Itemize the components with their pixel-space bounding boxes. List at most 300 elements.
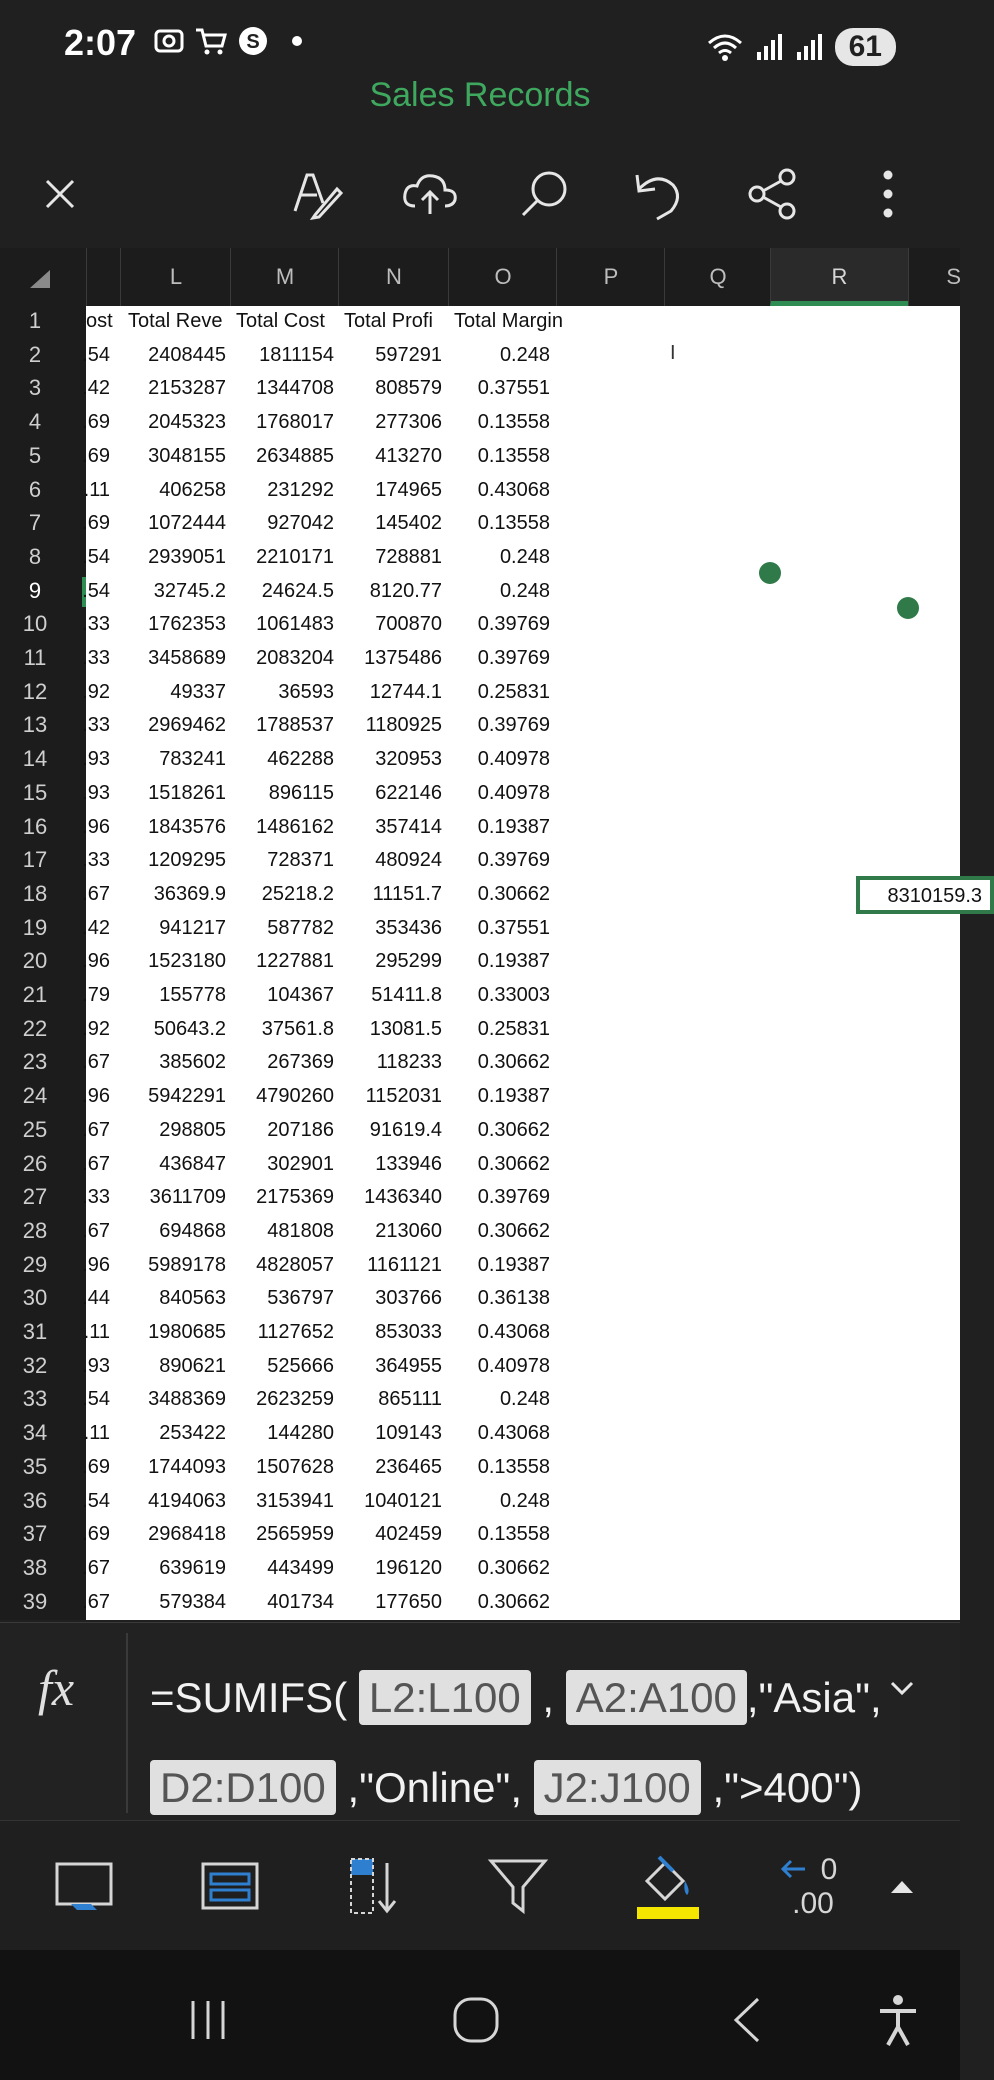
cell-total-margin[interactable]: 0.30662 xyxy=(477,882,550,905)
cell-total-margin[interactable]: 0.13558 xyxy=(477,411,550,434)
cell-total-margin[interactable]: 0.39769 xyxy=(477,647,550,669)
cell-k[interactable]: .54 xyxy=(82,1388,110,1411)
row-header[interactable]: 35 xyxy=(22,1453,48,1479)
cell-total-cost[interactable]: 2565959 xyxy=(256,1523,334,1546)
cell-k[interactable]: .33 xyxy=(82,613,110,636)
cell-total-cost[interactable]: 231292 xyxy=(267,478,334,501)
cell-total-revenue[interactable]: 50643.2 xyxy=(153,1017,226,1040)
cell-total-profit[interactable]: 1040121 xyxy=(364,1489,442,1512)
row-header[interactable]: 8 xyxy=(28,543,42,569)
cell-total-revenue[interactable]: 579384 xyxy=(159,1590,226,1613)
cell-total-cost[interactable]: 2210171 xyxy=(256,545,334,568)
accessibility-button[interactable] xyxy=(868,1990,928,2050)
cell-k[interactable]: .42 xyxy=(82,916,110,939)
cell-k[interactable]: .54 xyxy=(82,579,110,602)
cell-total-revenue[interactable]: 1762353 xyxy=(148,613,226,636)
shopping-cart-icon xyxy=(194,26,228,56)
cell-total-cost[interactable]: 3153941 xyxy=(256,1489,334,1512)
cell-total-margin[interactable]: 0.30662 xyxy=(477,1051,550,1074)
cell-total-revenue[interactable]: 49337 xyxy=(170,680,226,703)
cell-total-margin[interactable]: 0.19387 xyxy=(477,1085,550,1108)
row-header[interactable]: 15 xyxy=(22,779,48,805)
selected-cell-r9[interactable]: 8310159.3 xyxy=(856,876,994,914)
column-header-r[interactable]: R xyxy=(770,248,908,306)
cell-total-profit[interactable]: 622146 xyxy=(375,781,442,804)
row-header[interactable]: 37 xyxy=(22,1521,48,1547)
row-header[interactable]: 24 xyxy=(22,1083,48,1109)
formula-divider xyxy=(126,1633,128,1813)
cell-total-revenue[interactable]: 5989178 xyxy=(148,1253,226,1276)
cell-k[interactable]: .54 xyxy=(82,545,110,568)
row-header[interactable]: 10 xyxy=(22,611,48,637)
cell-total-revenue[interactable]: 406258 xyxy=(159,478,226,501)
cell-total-cost[interactable]: 2175369 xyxy=(256,1186,334,1209)
column-header-p[interactable]: P xyxy=(556,248,665,306)
cell-total-profit[interactable]: 91619.4 xyxy=(369,1118,442,1141)
cell-total-profit[interactable]: 700870 xyxy=(375,613,442,636)
cell-total-margin[interactable]: 0.36138 xyxy=(477,1287,550,1310)
recent-apps-icon xyxy=(185,1997,231,2043)
cell-k[interactable]: .54 xyxy=(82,343,110,366)
cell-total-profit[interactable]: 109143 xyxy=(375,1422,442,1445)
cell-total-revenue[interactable]: 1744093 xyxy=(148,1455,226,1478)
cell-k[interactable]: .93 xyxy=(82,1354,110,1377)
cell-total-cost[interactable]: 1061483 xyxy=(256,613,334,636)
formula-criteria: ,">400") xyxy=(712,1764,863,1811)
row-header[interactable]: 3 xyxy=(28,375,42,401)
app-s-icon xyxy=(236,26,270,56)
row-header[interactable]: 11 xyxy=(23,645,47,670)
cell-total-margin[interactable]: 0.13558 xyxy=(477,1455,550,1478)
cell-total-margin[interactable]: 0.19387 xyxy=(477,815,550,838)
cell-k[interactable]: .96 xyxy=(82,1253,110,1276)
row-header[interactable]: 16 xyxy=(22,813,48,839)
cell-total-margin[interactable]: 0.37551 xyxy=(477,916,550,939)
cell-total-revenue[interactable]: 2968418 xyxy=(148,1523,226,1546)
cell-total-cost[interactable]: 104367 xyxy=(267,984,334,1006)
cell-total-cost[interactable]: 728371 xyxy=(267,849,334,872)
cell-total-cost[interactable]: 525666 xyxy=(267,1354,334,1377)
cell-total-margin[interactable]: 0.30662 xyxy=(477,1219,550,1242)
cell-total-margin[interactable]: 0.30662 xyxy=(477,1556,550,1579)
cell-k[interactable]: .33 xyxy=(82,1186,110,1209)
cell-total-margin[interactable]: 0.248 xyxy=(499,579,550,602)
cell-total-cost[interactable]: 1486162 xyxy=(256,815,334,838)
home-button[interactable] xyxy=(446,1990,506,2050)
sort-icon xyxy=(341,1853,407,1919)
cell-k[interactable]: .54 xyxy=(82,1489,110,1512)
cell-total-margin[interactable]: 0.39769 xyxy=(477,714,550,737)
cell-total-cost[interactable]: 37561.8 xyxy=(261,1017,334,1040)
cell-k[interactable]: .33 xyxy=(82,714,110,737)
row-header[interactable]: 30 xyxy=(22,1285,48,1311)
cell-total-revenue[interactable]: 2153287 xyxy=(148,377,226,400)
share-button[interactable] xyxy=(742,164,802,224)
more-vertical-icon xyxy=(878,169,898,219)
cell-total-cost[interactable]: 1507628 xyxy=(256,1455,334,1478)
cell-total-profit[interactable]: 364955 xyxy=(375,1354,442,1377)
cell-total-profit[interactable]: 196120 xyxy=(375,1556,442,1579)
row-header-bar xyxy=(0,306,86,1620)
selection-handle-end[interactable] xyxy=(897,597,919,619)
cell-k[interactable]: .96 xyxy=(82,815,110,838)
cell-total-revenue[interactable]: 385602 xyxy=(159,1051,226,1074)
row-header[interactable]: 23 xyxy=(22,1049,48,1075)
cell-total-profit[interactable]: 145402 xyxy=(375,512,442,535)
row-header[interactable]: 21 xyxy=(22,982,48,1007)
cell-total-profit[interactable]: 8120.77 xyxy=(369,579,442,602)
cell-k[interactable]: .69 xyxy=(82,1523,110,1546)
cell-total-revenue[interactable]: 3458689 xyxy=(148,647,226,669)
cell-k[interactable]: .67 xyxy=(82,1118,110,1141)
more-options-button[interactable] xyxy=(858,164,918,224)
cell-total-cost[interactable]: 1788537 xyxy=(256,714,334,737)
row-header[interactable]: 32 xyxy=(22,1352,48,1378)
cell-total-margin[interactable]: 0.25831 xyxy=(477,680,550,703)
cell-total-cost[interactable]: 481808 xyxy=(267,1219,334,1242)
cell-total-profit[interactable]: 1375486 xyxy=(364,647,442,669)
cell-total-cost[interactable]: 1811154 xyxy=(259,343,334,366)
cell-total-margin[interactable]: 0.43068 xyxy=(477,1422,550,1445)
cell-total-revenue[interactable]: 694868 xyxy=(159,1219,226,1242)
cell-total-revenue[interactable]: 3048155 xyxy=(148,444,226,467)
expand-toolbar-button[interactable] xyxy=(864,1851,940,1921)
cell-total-margin[interactable]: 0.19387 xyxy=(477,1253,550,1276)
chevron-down-icon xyxy=(882,1667,922,1707)
cell-total-revenue[interactable]: 840563 xyxy=(159,1287,226,1310)
cell-total-cost[interactable]: 401734 xyxy=(267,1590,334,1613)
top-toolbar xyxy=(0,140,960,248)
undo-button[interactable] xyxy=(628,164,688,224)
cell-total-profit[interactable]: 480924 xyxy=(375,849,442,872)
cell-k[interactable]: .69 xyxy=(82,1455,110,1478)
header-cell-total-cost[interactable]: Total Cost xyxy=(236,310,325,332)
formula-criteria: ,"Asia", xyxy=(746,1674,882,1721)
cell-k[interactable]: .69 xyxy=(82,444,110,467)
cell-total-revenue[interactable]: 1518261 xyxy=(148,781,226,804)
column-header-bar xyxy=(0,248,960,306)
cell-total-revenue[interactable]: 1843576 xyxy=(148,815,226,838)
cell-total-margin[interactable]: 0.13558 xyxy=(477,512,550,535)
row-header[interactable]: 1 xyxy=(28,308,42,333)
cell-total-cost[interactable]: 2634885 xyxy=(256,444,334,467)
filter-button[interactable] xyxy=(480,1851,556,1921)
cell-total-cost[interactable]: 1768017 xyxy=(256,411,334,434)
cell-total-margin[interactable]: 0.248 xyxy=(499,1489,550,1512)
cell-total-cost[interactable]: 4828057 xyxy=(256,1253,334,1276)
row-header[interactable]: 6 xyxy=(28,476,42,502)
cell-total-revenue[interactable]: 3611709 xyxy=(149,1186,226,1209)
cell-total-cost[interactable]: 587782 xyxy=(267,916,334,939)
cell-total-cost[interactable]: 1127652 xyxy=(257,1321,334,1343)
cell-total-profit[interactable]: 213060 xyxy=(375,1219,442,1242)
cell-total-revenue[interactable]: 1980685 xyxy=(148,1321,226,1343)
cell-k[interactable]: .93 xyxy=(82,781,110,804)
cell-total-profit[interactable]: 1180925 xyxy=(365,714,442,737)
header-cell-total-profit[interactable]: Total Profi xyxy=(344,310,433,332)
cell-total-profit[interactable]: 118233 xyxy=(376,1051,442,1074)
sort-button[interactable] xyxy=(336,1851,412,1921)
cell-total-revenue[interactable]: 155778 xyxy=(159,984,226,1006)
row-header[interactable]: 5 xyxy=(28,442,42,468)
row-header[interactable]: 9 xyxy=(28,577,42,603)
row-header[interactable]: 29 xyxy=(22,1251,48,1277)
cell-total-profit[interactable]: 597291 xyxy=(375,343,442,366)
cell-total-profit[interactable]: 295299 xyxy=(375,950,442,973)
cell-total-margin[interactable]: 0.13558 xyxy=(477,444,550,467)
cell-total-margin[interactable]: 0.30662 xyxy=(477,1118,550,1141)
fx-icon[interactable]: fx xyxy=(38,1660,75,1716)
cell-total-cost[interactable]: 896115 xyxy=(268,781,334,804)
cell-total-margin[interactable]: 0.248 xyxy=(499,343,550,366)
cell-total-margin[interactable]: 0.19387 xyxy=(477,950,550,973)
cell-total-profit[interactable]: 413270 xyxy=(375,444,442,467)
cell-total-cost[interactable]: 302901 xyxy=(267,1152,334,1175)
search-icon xyxy=(517,167,571,221)
cell-total-cost[interactable]: 267369 xyxy=(267,1051,334,1074)
row-header[interactable]: 19 xyxy=(22,914,48,940)
cell-total-margin[interactable]: 0.13558 xyxy=(477,1523,550,1546)
cell-total-profit[interactable]: 357414 xyxy=(375,815,442,838)
row-header[interactable]: 39 xyxy=(22,1588,48,1614)
back-button[interactable] xyxy=(718,1990,778,2050)
expand-formula-button[interactable] xyxy=(882,1667,922,1707)
cell-k[interactable]: .92 xyxy=(82,680,110,703)
cell-total-revenue[interactable]: 2045323 xyxy=(148,411,226,434)
table-rows-icon xyxy=(197,1858,263,1914)
fill-color-button[interactable] xyxy=(630,1851,706,1921)
select-all-corner[interactable] xyxy=(0,248,86,306)
cell-total-revenue[interactable]: 639619 xyxy=(159,1556,226,1579)
cell-total-cost[interactable]: 1344708 xyxy=(256,377,334,400)
cell-total-profit[interactable]: 11151.7 xyxy=(372,882,442,905)
cell-k[interactable]: .96 xyxy=(82,950,110,973)
row-header[interactable]: 20 xyxy=(22,948,48,974)
cell-total-profit[interactable]: 808579 xyxy=(375,377,442,400)
formula-range-token[interactable]: D2:D100 xyxy=(150,1760,336,1815)
row-header[interactable]: 28 xyxy=(22,1217,48,1243)
undo-icon xyxy=(631,167,685,221)
formula-range-token[interactable]: J2:J100 xyxy=(534,1760,701,1815)
cell-total-cost[interactable]: 144280 xyxy=(267,1422,334,1445)
cell-k[interactable]: .11 xyxy=(83,1422,110,1445)
cell-total-cost[interactable]: 2623259 xyxy=(256,1388,334,1411)
cell-total-margin[interactable]: 0.25831 xyxy=(477,1017,550,1040)
share-icon xyxy=(745,167,799,221)
cell-total-cost[interactable]: 927042 xyxy=(267,512,334,535)
cell-total-revenue[interactable]: 1209295 xyxy=(148,849,226,872)
formula-range-token[interactable]: L2:L100 xyxy=(359,1670,531,1725)
cell-style-button[interactable] xyxy=(46,1851,122,1921)
cell-k[interactable]: .33 xyxy=(82,647,110,669)
row-header[interactable]: 2 xyxy=(28,341,42,367)
cell-total-cost[interactable]: 536797 xyxy=(267,1287,334,1310)
status-system-icons xyxy=(705,28,896,66)
recent-apps-button[interactable] xyxy=(178,1990,238,2050)
cell-total-cost[interactable]: 462288 xyxy=(267,748,334,771)
workbook-title[interactable]: Sales Records xyxy=(369,76,591,114)
cell-total-profit[interactable]: 1152031 xyxy=(365,1085,442,1108)
cell-total-cost[interactable]: 1227881 xyxy=(256,950,334,973)
cell-total-profit[interactable]: 12744.1 xyxy=(369,680,442,703)
cell-total-profit[interactable]: 320953 xyxy=(375,748,442,771)
cell-total-margin[interactable]: 0.37551 xyxy=(477,377,550,400)
cell-total-revenue[interactable]: 941217 xyxy=(159,916,226,939)
cell-total-revenue[interactable]: 5942291 xyxy=(148,1085,226,1108)
column-header-s[interactable]: S xyxy=(908,248,961,306)
cell-total-cost[interactable]: 24624.5 xyxy=(261,579,334,602)
cell-k[interactable]: .67 xyxy=(82,882,110,905)
cell-k[interactable]: .67 xyxy=(82,1152,110,1175)
draw-button[interactable] xyxy=(286,164,346,224)
cell-total-revenue[interactable]: 36369.9 xyxy=(153,882,226,905)
cell-total-margin[interactable]: 0.248 xyxy=(499,1388,550,1411)
cell-total-profit[interactable]: 174965 xyxy=(375,478,442,501)
insert-rows-button[interactable] xyxy=(192,1851,268,1921)
cell-k[interactable]: .69 xyxy=(82,512,110,535)
cell-total-margin[interactable]: 0.30662 xyxy=(477,1152,550,1175)
battery-indicator: 61 xyxy=(835,28,896,66)
cell-total-margin[interactable]: 0.39769 xyxy=(477,613,550,636)
cell-k[interactable]: .42 xyxy=(82,377,110,400)
cell-total-cost[interactable]: 36593 xyxy=(278,680,334,703)
cell-total-cost[interactable]: 207186 xyxy=(267,1118,334,1141)
cell-total-margin[interactable]: 0.43068 xyxy=(477,478,550,501)
cell-total-profit[interactable]: 353436 xyxy=(375,916,442,939)
cell-total-cost[interactable]: 4790260 xyxy=(256,1085,334,1108)
formula-input[interactable] xyxy=(150,1653,890,1833)
cell-total-margin[interactable]: 0.40978 xyxy=(477,1354,550,1377)
cloud-save-button[interactable] xyxy=(400,164,460,224)
cell-total-revenue[interactable]: 3488369 xyxy=(148,1388,226,1411)
column-header-n[interactable]: N xyxy=(338,248,449,306)
cell-k[interactable]: .67 xyxy=(82,1051,110,1074)
paint-bucket-icon xyxy=(633,1851,703,1921)
cell-total-profit[interactable]: 1436340 xyxy=(364,1186,442,1209)
cell-k[interactable]: .93 xyxy=(82,748,110,771)
row-header[interactable]: 13 xyxy=(22,712,48,738)
row-header[interactable]: 36 xyxy=(22,1487,48,1513)
row-header[interactable]: 12 xyxy=(22,678,48,704)
close-button[interactable] xyxy=(30,164,90,224)
row-header[interactable]: 14 xyxy=(22,746,48,772)
cell-total-revenue[interactable]: 2969462 xyxy=(148,714,226,737)
cell-total-margin[interactable]: 0.39769 xyxy=(477,1186,550,1209)
cell-total-margin[interactable]: 0.39769 xyxy=(477,849,550,872)
cell-total-margin[interactable]: 0.40978 xyxy=(477,748,550,771)
column-header-l[interactable]: L xyxy=(120,248,231,306)
cell-k[interactable]: .44 xyxy=(82,1287,110,1310)
cell-total-revenue[interactable]: 2408445 xyxy=(148,343,226,366)
cell-total-profit[interactable]: 865111 xyxy=(378,1388,442,1411)
caret-up-icon xyxy=(887,1871,917,1901)
cell-k[interactable]: .69 xyxy=(82,411,110,434)
cell-total-revenue[interactable]: 436847 xyxy=(159,1152,226,1175)
cell-total-revenue[interactable]: 32745.2 xyxy=(153,579,226,602)
cell-total-profit[interactable]: 133946 xyxy=(375,1152,442,1175)
cell-total-margin[interactable]: 0.43068 xyxy=(477,1321,550,1343)
cell-total-profit[interactable]: 236465 xyxy=(375,1455,442,1478)
cell-total-profit[interactable]: 402459 xyxy=(375,1523,442,1546)
cell-total-revenue[interactable]: 783241 xyxy=(159,748,226,771)
column-header-m[interactable]: M xyxy=(230,248,339,306)
cell-total-profit[interactable]: 177650 xyxy=(375,1590,442,1613)
cell-total-revenue[interactable]: 1072444 xyxy=(148,512,226,535)
row-header[interactable]: 4 xyxy=(28,409,42,435)
row-header[interactable]: 25 xyxy=(22,1116,48,1142)
formula-prefix: =SUMIFS( xyxy=(150,1674,348,1721)
search-button[interactable] xyxy=(514,164,574,224)
cell-total-margin[interactable]: 0.248 xyxy=(499,545,550,568)
header-cell-total-margin[interactable]: Total Margin xyxy=(454,310,563,332)
cell-k[interactable]: .11 xyxy=(83,478,110,501)
cell-total-profit[interactable]: 51411.8 xyxy=(371,984,442,1006)
cell-total-profit[interactable]: 303766 xyxy=(375,1287,442,1310)
cell-total-margin[interactable]: 0.30662 xyxy=(477,1590,550,1613)
cell-total-profit[interactable]: 853033 xyxy=(375,1321,442,1343)
cell-total-profit[interactable]: 277306 xyxy=(375,411,442,434)
cell-total-revenue[interactable]: 2939051 xyxy=(148,545,226,568)
cell-k[interactable]: .67 xyxy=(82,1219,110,1242)
cell-total-revenue[interactable]: 253422 xyxy=(159,1422,226,1445)
cell-total-revenue[interactable]: 890621 xyxy=(159,1354,226,1377)
row-header[interactable]: 7 xyxy=(28,510,42,536)
cell-k[interactable]: .92 xyxy=(82,1017,110,1040)
cell-k[interactable]: .67 xyxy=(82,1556,110,1579)
row-header[interactable]: 38 xyxy=(22,1554,48,1580)
cell-k[interactable]: .67 xyxy=(82,1590,110,1613)
cell-total-revenue[interactable]: 4194063 xyxy=(148,1489,226,1512)
cell-k[interactable]: .96 xyxy=(82,1085,110,1108)
row-header[interactable]: 22 xyxy=(22,1015,48,1041)
cell-total-profit[interactable]: 728881 xyxy=(375,545,442,568)
cell-total-revenue[interactable]: 1523180 xyxy=(148,950,226,973)
column-header-k[interactable] xyxy=(86,248,121,306)
row-header[interactable]: 31 xyxy=(22,1319,48,1344)
cell-total-cost[interactable]: 443499 xyxy=(267,1556,334,1579)
cell-k[interactable]: .79 xyxy=(82,984,110,1006)
row-header[interactable]: 34 xyxy=(22,1420,48,1446)
cell-k[interactable]: .33 xyxy=(82,849,110,872)
home-icon xyxy=(451,1995,501,2045)
cell-total-margin[interactable]: 0.40978 xyxy=(477,781,550,804)
cell-total-margin[interactable]: 0.33003 xyxy=(477,984,550,1006)
selection-handle-start[interactable] xyxy=(759,562,781,584)
svg-text:S: S xyxy=(246,31,260,53)
row-header[interactable]: 17 xyxy=(22,847,48,873)
cloud-upload-icon xyxy=(401,170,459,218)
cell-k[interactable]: .11 xyxy=(83,1321,110,1343)
header-cell-k[interactable]: ost xyxy=(86,310,113,332)
row-header[interactable]: 18 xyxy=(22,880,48,906)
column-header-q[interactable]: Q xyxy=(664,248,771,306)
row-header[interactable]: 26 xyxy=(22,1150,48,1176)
filter-icon xyxy=(485,1853,551,1919)
decrease-decimal-button[interactable] xyxy=(774,1851,850,1921)
cell-total-revenue[interactable]: 298805 xyxy=(159,1118,226,1141)
format-toolbar xyxy=(0,1820,960,1951)
cell-total-profit[interactable]: 13081.5 xyxy=(369,1017,442,1040)
column-header-o[interactable]: O xyxy=(448,248,557,306)
header-cell-total-revenue[interactable]: Total Reve xyxy=(128,310,223,332)
row-header[interactable]: 33 xyxy=(22,1386,48,1412)
cell-total-cost[interactable]: 25218.2 xyxy=(261,882,334,905)
spreadsheet-grid[interactable] xyxy=(82,306,982,1620)
cell-total-cost[interactable]: 2083204 xyxy=(256,647,334,669)
formula-range-token[interactable]: A2:A100 xyxy=(566,1670,747,1725)
row-header[interactable]: 27 xyxy=(22,1184,48,1210)
cell-total-profit[interactable]: 1161121 xyxy=(367,1253,442,1276)
